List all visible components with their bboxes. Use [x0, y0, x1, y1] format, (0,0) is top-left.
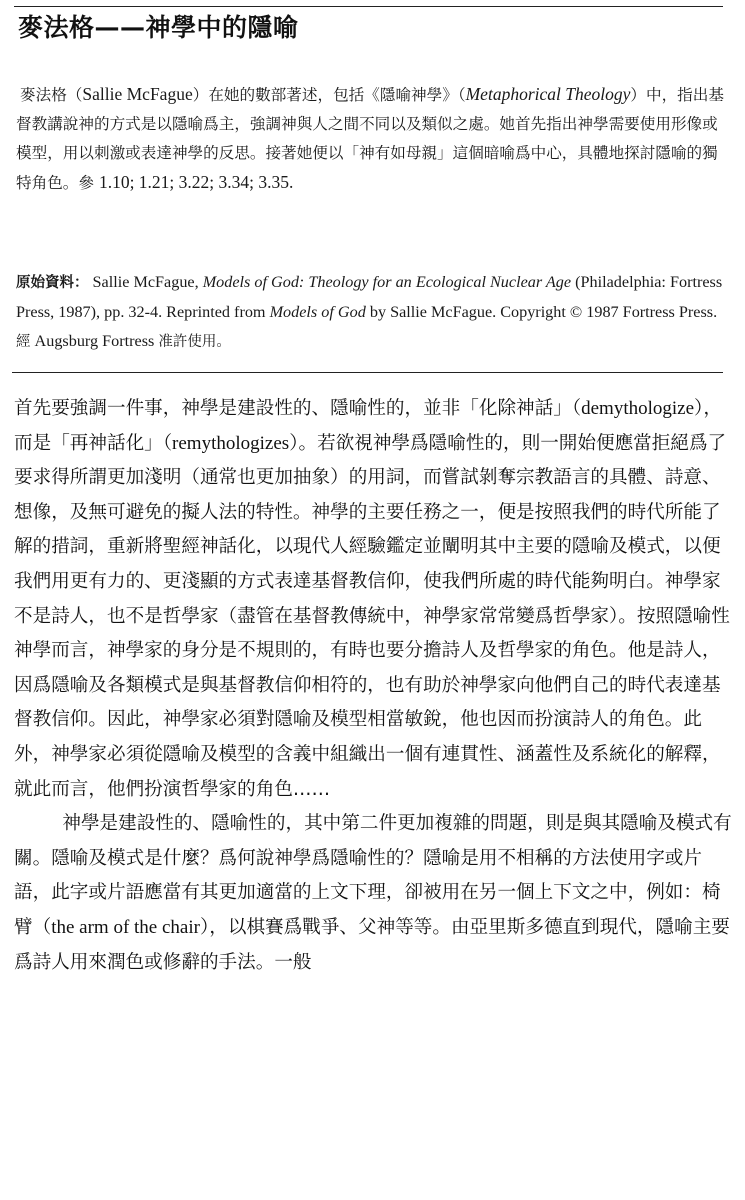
source-citation	[16, 268, 728, 357]
p2-text-a: 神學是建設性的、隱喻性的，其中第二件更加複雜的問題，則是與其隱喻及模式有關。隱喻及模式是什麼？爲何說神學爲隱喻性的？隱喻是用不相稱的方法使用字或片語，此字或片語應當有其更加適當的上文下理，卻被用在另一個上下文之中，例如：椅臂（	[14, 813, 732, 938]
source-publisher: Augsburg Fortress	[30, 332, 159, 350]
page-title: 麥法格——神學中的隱喻	[18, 13, 299, 42]
intro-author-en: Sallie McFague	[82, 84, 193, 104]
main-text	[14, 392, 732, 980]
source-text-1: Sallie McFague,	[88, 273, 203, 291]
top-rule	[14, 6, 723, 7]
intro-text-2: ）在她的數部著述，包括《隱喻神學》（	[192, 86, 466, 104]
p1-text-a: 首先要強調一件事，神學是建設性的、隱喻性的，並非「化除神話」（	[14, 398, 582, 419]
source-text-3: by Sallie McFague. Copyright © 1987 Fortress Press.	[365, 303, 718, 321]
source-label: 原始資料：	[16, 275, 89, 291]
p1-demythologize: demythologize	[581, 398, 695, 419]
body-paragraph-2	[14, 807, 732, 980]
source-permission-cjk: 經	[16, 334, 31, 350]
p1-text-c: ）。若欲視神學爲隱喻性的，則一開始便應當拒絕爲了要求得所謂更加淺明（通常也更加抽象）的用詞，而嘗試剝奪宗教語言的具體、詩意、想像，及無可避免的擬人法的特性。神學的主要任務之一，便是按照我們的時代所能了解的措詞，重新將聖經神話化，以現代人經驗鑑定並闡明其中主要的隱喻及模式，以便我們用更有力的、更淺顯的方式表達基督教信仰，使我們所處的時代能夠明白。神學家不是詩人，也不是哲學家（盡管在基督教傳統中，神學家常常變爲哲學家）。按照隱喻性神學而言，神學家的身分是不規則的，有時也要分擔詩人及哲學家的角色。他是詩人，因爲隱喻及各類模式是與基督教信仰相符的，也有助於神學家向他們自己的時代表達基督教信仰。因此，神學家必須對隱喻及模型相當敏銳，他也因而扮演詩人的角色。此外，神學家必須從隱喻及模型的含義中組織出一個有連貫性、涵蓋性及系統化的解釋，就此而言，他們扮演哲學家的角色……	[14, 432, 730, 800]
intro-text-1: 麥法格（	[20, 86, 83, 104]
intro-book-en: Metaphorical Theology	[465, 84, 631, 104]
p1-text-b: ），而是「再神話化」（	[14, 398, 722, 454]
section-divider	[12, 372, 723, 373]
source-text-2: (Philadelphia: Fortress Press, 1987), pp. 32-4. Reprinted from	[16, 273, 723, 321]
source-book-title: Models of God: Theology for an Ecological Nuclear Age	[202, 273, 572, 291]
p2-arm-of-chair: the arm of the chair	[51, 916, 200, 938]
p1-remythologizes: remythologizes	[172, 432, 290, 454]
p2-text-b: ），以棋賽爲戰爭、父神等等。由亞里斯多德直到現代，隱喻主要爲詩人用來潤色或修辭的手法。一般	[14, 916, 730, 973]
intro-text-3: ）中，指出基督教講說神的方式是以隱喻爲主，強調神與人之間不同以及類似之處。她首先指出神學需要使用形像或模型，用以刺激或表達神學的反思。接著她便以「神有如母親」這個暗喻爲中心，具體地探討隱喻的獨特角色。參	[16, 86, 724, 192]
intro-paragraph	[16, 80, 728, 198]
body-paragraph-1	[14, 392, 732, 807]
source-book-short: Models of God	[269, 303, 366, 321]
intro-refs: 1.10; 1.21; 3.22; 3.34; 3.35.	[98, 172, 294, 192]
source-permission-tail: 准許使用。	[158, 334, 231, 350]
